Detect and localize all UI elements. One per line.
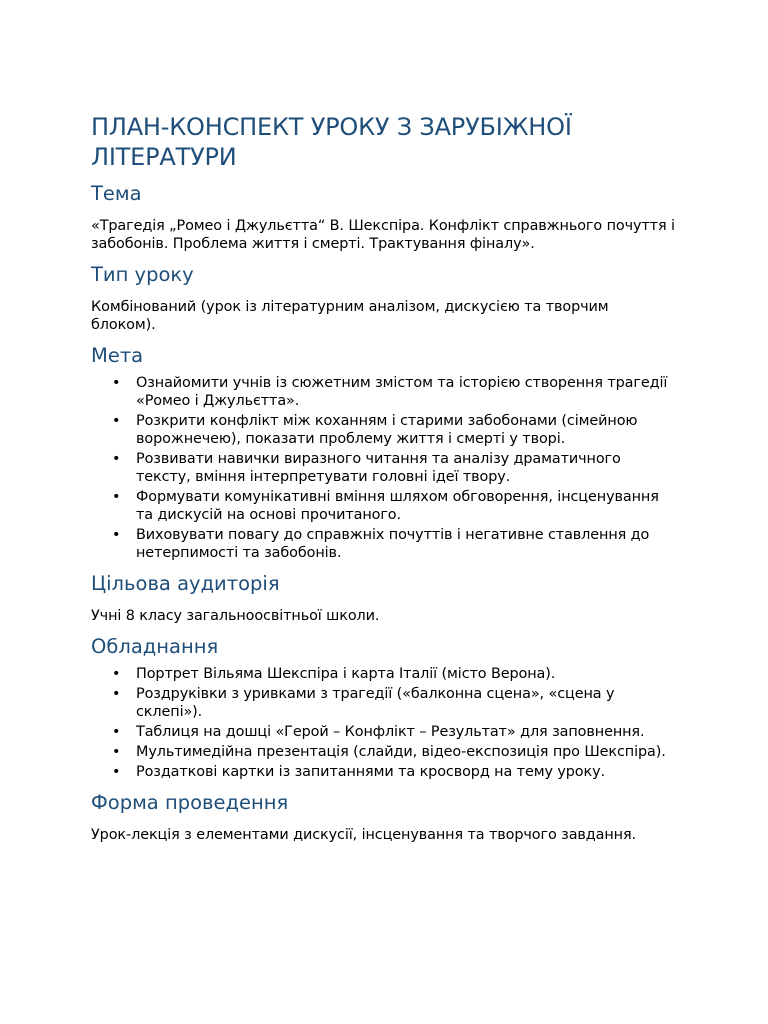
equipment-item-text: Роздаткові картки із запитаннями та кросворд на тему уроку.: [136, 764, 605, 780]
list-item: [91, 412, 676, 448]
bullet-icon: •: [112, 413, 121, 429]
bullet-icon: •: [112, 686, 121, 702]
equipment-item-text: Таблиця на дошці «Герой – Конфлікт – Результат» для заповнення.: [136, 724, 645, 740]
equipment-list: [91, 665, 676, 781]
list-item: [91, 665, 676, 683]
bullet-icon: •: [112, 375, 121, 391]
section-heading-equipment: Обладнання: [91, 635, 219, 658]
bullet-icon: •: [112, 744, 121, 760]
goal-item-text: Ознайомити учнів із сюжетним змістом та історією створення трагедії «Ромео і Джульєтта».: [136, 375, 668, 409]
bullet-icon: •: [112, 489, 121, 505]
equipment-item-text: Портрет Вільяма Шекспіра і карта Італії (місто Верона).: [136, 666, 556, 682]
goal-item-text: Формувати комунікативні вміння шляхом обговорення, інсценування та дискусій на основі прочитаного.: [136, 489, 659, 523]
audience-text: Учні 8 класу загальноосвітньої школи.: [91, 608, 380, 624]
section-heading-audience: Цільова аудиторія: [91, 572, 280, 595]
section-heading-form: Форма проведення: [91, 791, 289, 814]
bullet-icon: •: [112, 764, 121, 780]
list-item: [91, 743, 676, 761]
section-heading-lesson-type: Тип уроку: [91, 263, 194, 286]
list-item: [91, 450, 676, 486]
bullet-icon: •: [112, 666, 121, 682]
list-item: [91, 374, 676, 410]
goal-item-text: Виховувати повагу до справжніх почуттів і негативне ставлення до нетерпимості та забобонів.: [136, 527, 650, 561]
lesson-type-text: Комбінований (урок із літературним аналізом, дискусією та творчим блоком).: [91, 299, 609, 333]
bullet-icon: •: [112, 451, 121, 467]
document-title: ПЛАН-КОНСПЕКТ УРОКУ З ЗАРУБІЖНОЇ ЛІТЕРАТУРИ: [91, 113, 572, 171]
section-heading-topic: Тема: [91, 182, 142, 205]
goal-item-text: Розкрити конфлікт між коханням і старими забобонами (сімейною ворожнечею), показати проблему життя і смерті у творі.: [136, 413, 638, 447]
topic-text: «Трагедія „Ромео і Джульєтта“ В. Шекспіра. Конфлікт справжнього почуття і забобонів. Проблема життя і смерті. Трактування фіналу».: [91, 218, 675, 252]
equipment-item-text: Роздруківки з уривками з трагедії («балконна сцена», «сцена у склепі»).: [136, 686, 615, 720]
equipment-item-text: Мультимедійна презентація (слайди, відео-експозиція про Шекспіра).: [136, 744, 666, 760]
bullet-icon: •: [112, 527, 121, 543]
list-item: [91, 723, 676, 741]
section-heading-goal: Мета: [91, 344, 144, 367]
list-item: [91, 685, 676, 721]
goal-item-text: Розвивати навички виразного читання та аналізу драматичного тексту, вміння інтерпретувати головні ідеї твору.: [136, 451, 621, 485]
goal-list: [91, 374, 676, 562]
list-item: [91, 526, 676, 562]
list-item: [91, 488, 676, 524]
bullet-icon: •: [112, 724, 121, 740]
list-item: [91, 763, 676, 781]
form-text: Урок-лекція з елементами дискусії, інсценування та творчого завдання.: [91, 827, 637, 843]
